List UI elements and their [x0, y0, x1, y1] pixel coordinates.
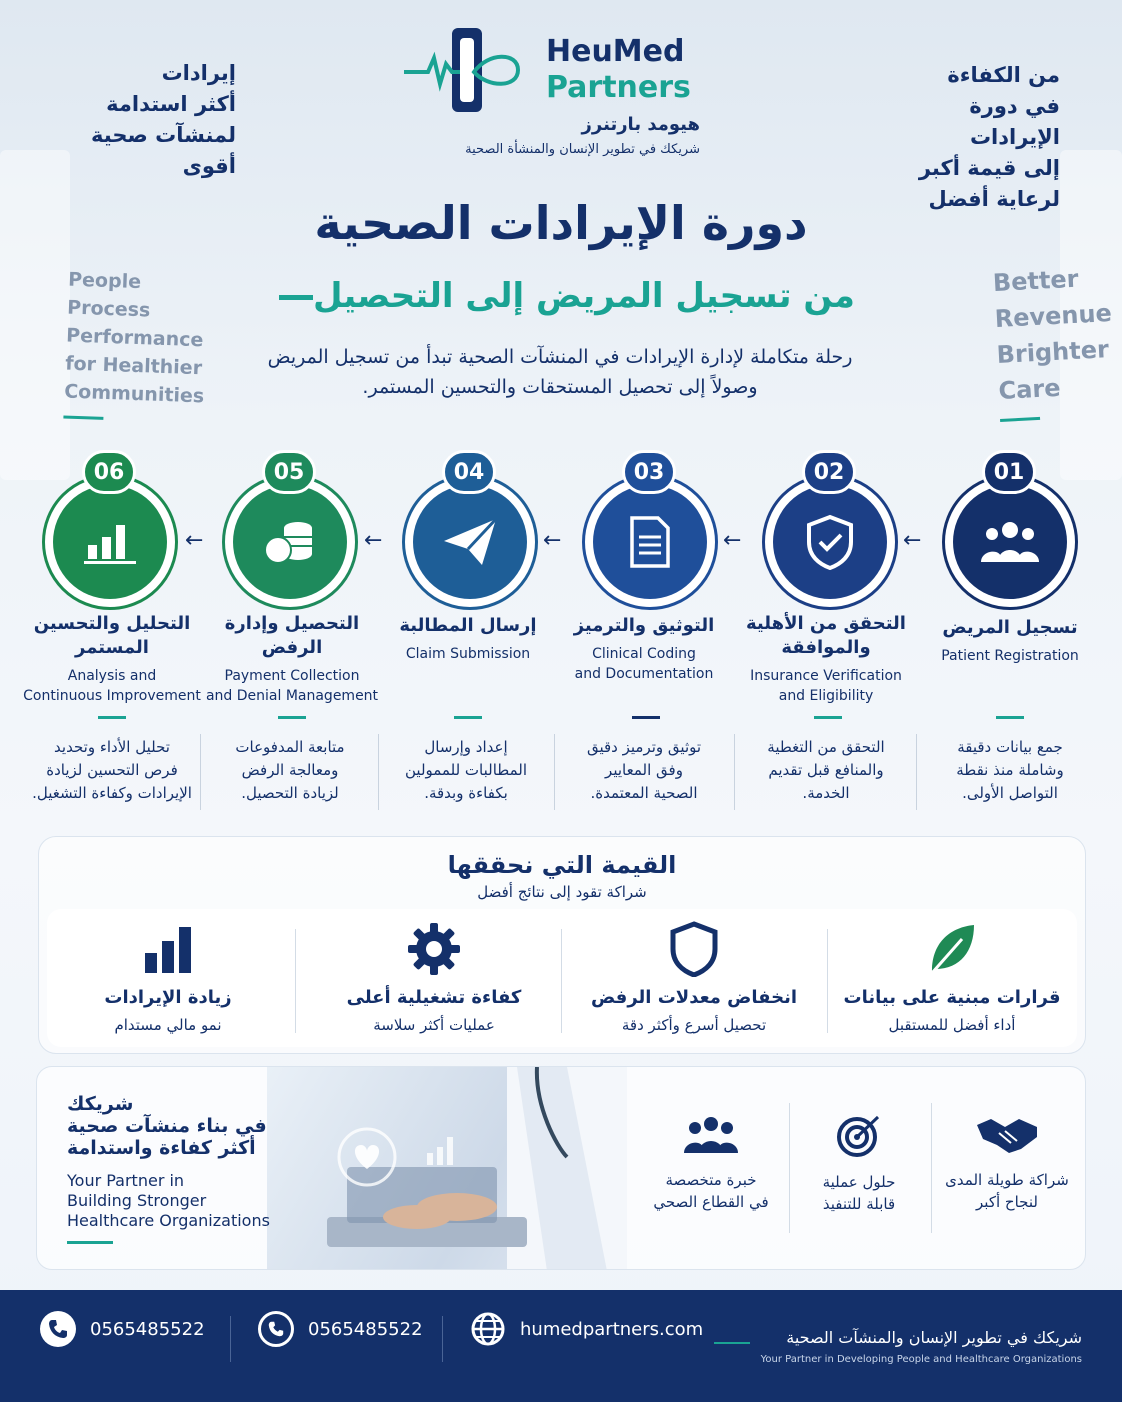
value-cards — [47, 909, 1077, 1047]
value-item: قرارات مبنية على بيانات أداء أفضل للمستقبل — [827, 919, 1077, 1039]
brand-name: HeuMed Partners — [546, 34, 691, 105]
value-subtitle: شراكة تقود إلى نتائج أفضل — [477, 883, 647, 901]
left-wall-text: People Process Performance for Healthier Communities — [63, 266, 208, 424]
value-item: زيادة الإيرادات نمو مالي مستدام — [43, 919, 293, 1039]
arrow-left-icon: ← — [185, 528, 204, 553]
step-03 — [582, 450, 722, 620]
step-label: تسجيل المريض Patient Registration — [941, 617, 1079, 664]
step-description: تحليل الأداء وتحديد فرص التحسين لزيادة الإيرادات وكفاءة التشغيل. — [32, 738, 192, 802]
phone-icon — [40, 1311, 76, 1347]
partner-title-en: Your Partner in Building Stronger Healthcare Organizations — [67, 1171, 270, 1230]
doctor-laptop-photo — [267, 1067, 627, 1270]
column-separator — [554, 734, 555, 810]
step-circle — [222, 474, 358, 610]
gear-icon — [406, 921, 462, 977]
left-corner-text: إيرادات أكثر استدامة لمنشآت صحية أقوى — [91, 61, 236, 178]
step-number-badge: 01 — [982, 450, 1036, 494]
column-separator — [931, 1103, 932, 1233]
step-divider — [454, 716, 482, 719]
step-number-badge: 05 — [262, 450, 316, 494]
column-separator — [916, 734, 917, 810]
step-label: إرسال المطالبة Claim Submission — [399, 615, 537, 662]
doctor-laptop-illustration — [267, 1067, 627, 1270]
brand-tagline: شريكك في تطوير الإنسان والمنشأة الصحية — [465, 142, 700, 157]
arrow-left-icon: ← — [903, 528, 922, 553]
partner-title-ar: شريكك في بناء منشآت صحية أكثر كفاءة واستدامة — [67, 1093, 267, 1159]
step-circle — [762, 474, 898, 610]
target-icon — [836, 1115, 882, 1157]
accent-bar — [67, 1241, 113, 1244]
shield-check-icon — [805, 514, 855, 570]
arrow-left-icon: ← — [364, 528, 383, 553]
column-separator — [561, 929, 562, 1033]
step-circle — [942, 474, 1078, 610]
step-description: متابعة المدفوعات ومعالجة الرفض لزيادة التحصيل. — [235, 738, 345, 802]
globe-icon — [470, 1311, 506, 1347]
step-divider — [814, 716, 842, 719]
handshake-icon — [975, 1115, 1039, 1155]
intro-text: رحلة متكاملة لإدارة الإيرادات في المنشآت الصحية تبدأ من تسجيل المريض وصولاً إلى تحصيل المستحقات والتحسين المستمر. — [267, 346, 853, 398]
step-circle — [582, 474, 718, 610]
logo-mark-icon — [400, 24, 540, 114]
column-separator — [734, 734, 735, 810]
step-05 — [222, 450, 362, 620]
page-title: دورة الإيرادات الصحية — [314, 196, 808, 250]
feature-item: خبرة متخصصة في القطاع الصحي — [641, 1115, 781, 1213]
step-number-badge: 02 — [802, 450, 856, 494]
page-subtitle: من تسجيل المريض إلى التحصيل — [0, 276, 1122, 316]
step-label: التحصيل وإدارة الرفض Payment Collection and Denial Management — [205, 613, 379, 704]
step-02 — [762, 450, 902, 620]
phone-contact[interactable]: 0565485522 — [40, 1312, 205, 1346]
column-separator — [827, 929, 828, 1033]
step-description: التحقق من التغطية والمنافع قبل تقديم الخدمة. — [767, 738, 885, 802]
value-title: القيمة التي نحققها — [447, 851, 677, 879]
paper-plane-icon — [442, 517, 498, 567]
leaf-icon — [926, 921, 978, 977]
whatsapp-contact[interactable]: 0565485522 — [258, 1312, 423, 1346]
column-separator — [378, 734, 379, 810]
step-number-badge: 06 — [82, 450, 136, 494]
value-item: انخفاض معدلات الرفض تحصيل أسرع وأكثر دقة — [569, 919, 819, 1039]
coins-icon — [262, 518, 318, 566]
team-icon — [683, 1115, 739, 1155]
step-divider — [98, 716, 126, 719]
value-item: كفاءة تشغيلية أعلى عمليات أكثر سلاسة — [309, 919, 559, 1039]
website-link[interactable]: humedpartners.com — [470, 1312, 703, 1346]
step-circle — [42, 474, 178, 610]
step-01 — [942, 450, 1082, 620]
step-04 — [402, 450, 542, 620]
right-corner-text: من الكفاءة في دورة الإيرادات إلى قيمة أكبر لرعاية أفضل — [918, 63, 1060, 211]
footer-tagline-en: Your Partner in Developing People and Healthcare Organizations — [760, 1354, 1082, 1365]
step-06 — [42, 450, 182, 620]
document-icon — [628, 515, 672, 569]
feature-item: شراكة طويلة المدى لنجاح أكبر — [937, 1115, 1077, 1213]
feature-item: حلول عملية قابلة للتنفيذ — [789, 1115, 929, 1215]
whatsapp-icon — [258, 1311, 294, 1347]
bar-chart-icon — [143, 923, 193, 975]
step-label: التحليل والتحسين المستمر Analysis and Continuous Improvement — [23, 613, 201, 704]
subtitle-dash — [279, 295, 313, 300]
footer-separator — [230, 1316, 231, 1362]
users-icon — [979, 520, 1041, 564]
step-description: إعداد وإرسال المطالبات للممولين بكفاءة وبدقة. — [405, 738, 527, 802]
column-separator — [789, 1103, 790, 1233]
footer-separator — [442, 1316, 443, 1362]
right-wall-text: Better Revenue Brighter Care — [992, 259, 1117, 422]
step-description: جمع بيانات دقيقة وشاملة منذ نقطة التواصل الأولى. — [956, 738, 1064, 802]
step-divider — [278, 716, 306, 719]
brand-arabic: هيومد بارتنرز — [581, 114, 700, 135]
brand-logo — [400, 24, 700, 164]
shield-icon — [669, 921, 719, 977]
step-number-badge: 03 — [622, 450, 676, 494]
step-number-badge: 04 — [442, 450, 496, 494]
arrow-left-icon: ← — [723, 528, 742, 553]
step-divider — [632, 716, 660, 719]
step-label: التحقق من الأهلية والموافقة Insurance Verification and Eligibility — [746, 613, 906, 704]
bar-chart-icon — [82, 519, 138, 565]
column-separator — [295, 929, 296, 1033]
partner-section — [36, 1066, 1086, 1270]
footer — [0, 1290, 1122, 1402]
step-description: توثيق وترميز دقيق وفق المعايير الصحية المعتمدة. — [586, 738, 702, 802]
value-section — [38, 836, 1086, 1054]
step-circle — [402, 474, 538, 610]
footer-accent-line — [714, 1342, 750, 1344]
arrow-left-icon: ← — [543, 528, 562, 553]
step-label: التوثيق والترميز Clinical Coding and Documentation — [573, 615, 715, 682]
step-divider — [996, 716, 1024, 719]
footer-tagline-ar: شريكك في تطوير الإنسان والمنشآت الصحية — [786, 1328, 1082, 1347]
